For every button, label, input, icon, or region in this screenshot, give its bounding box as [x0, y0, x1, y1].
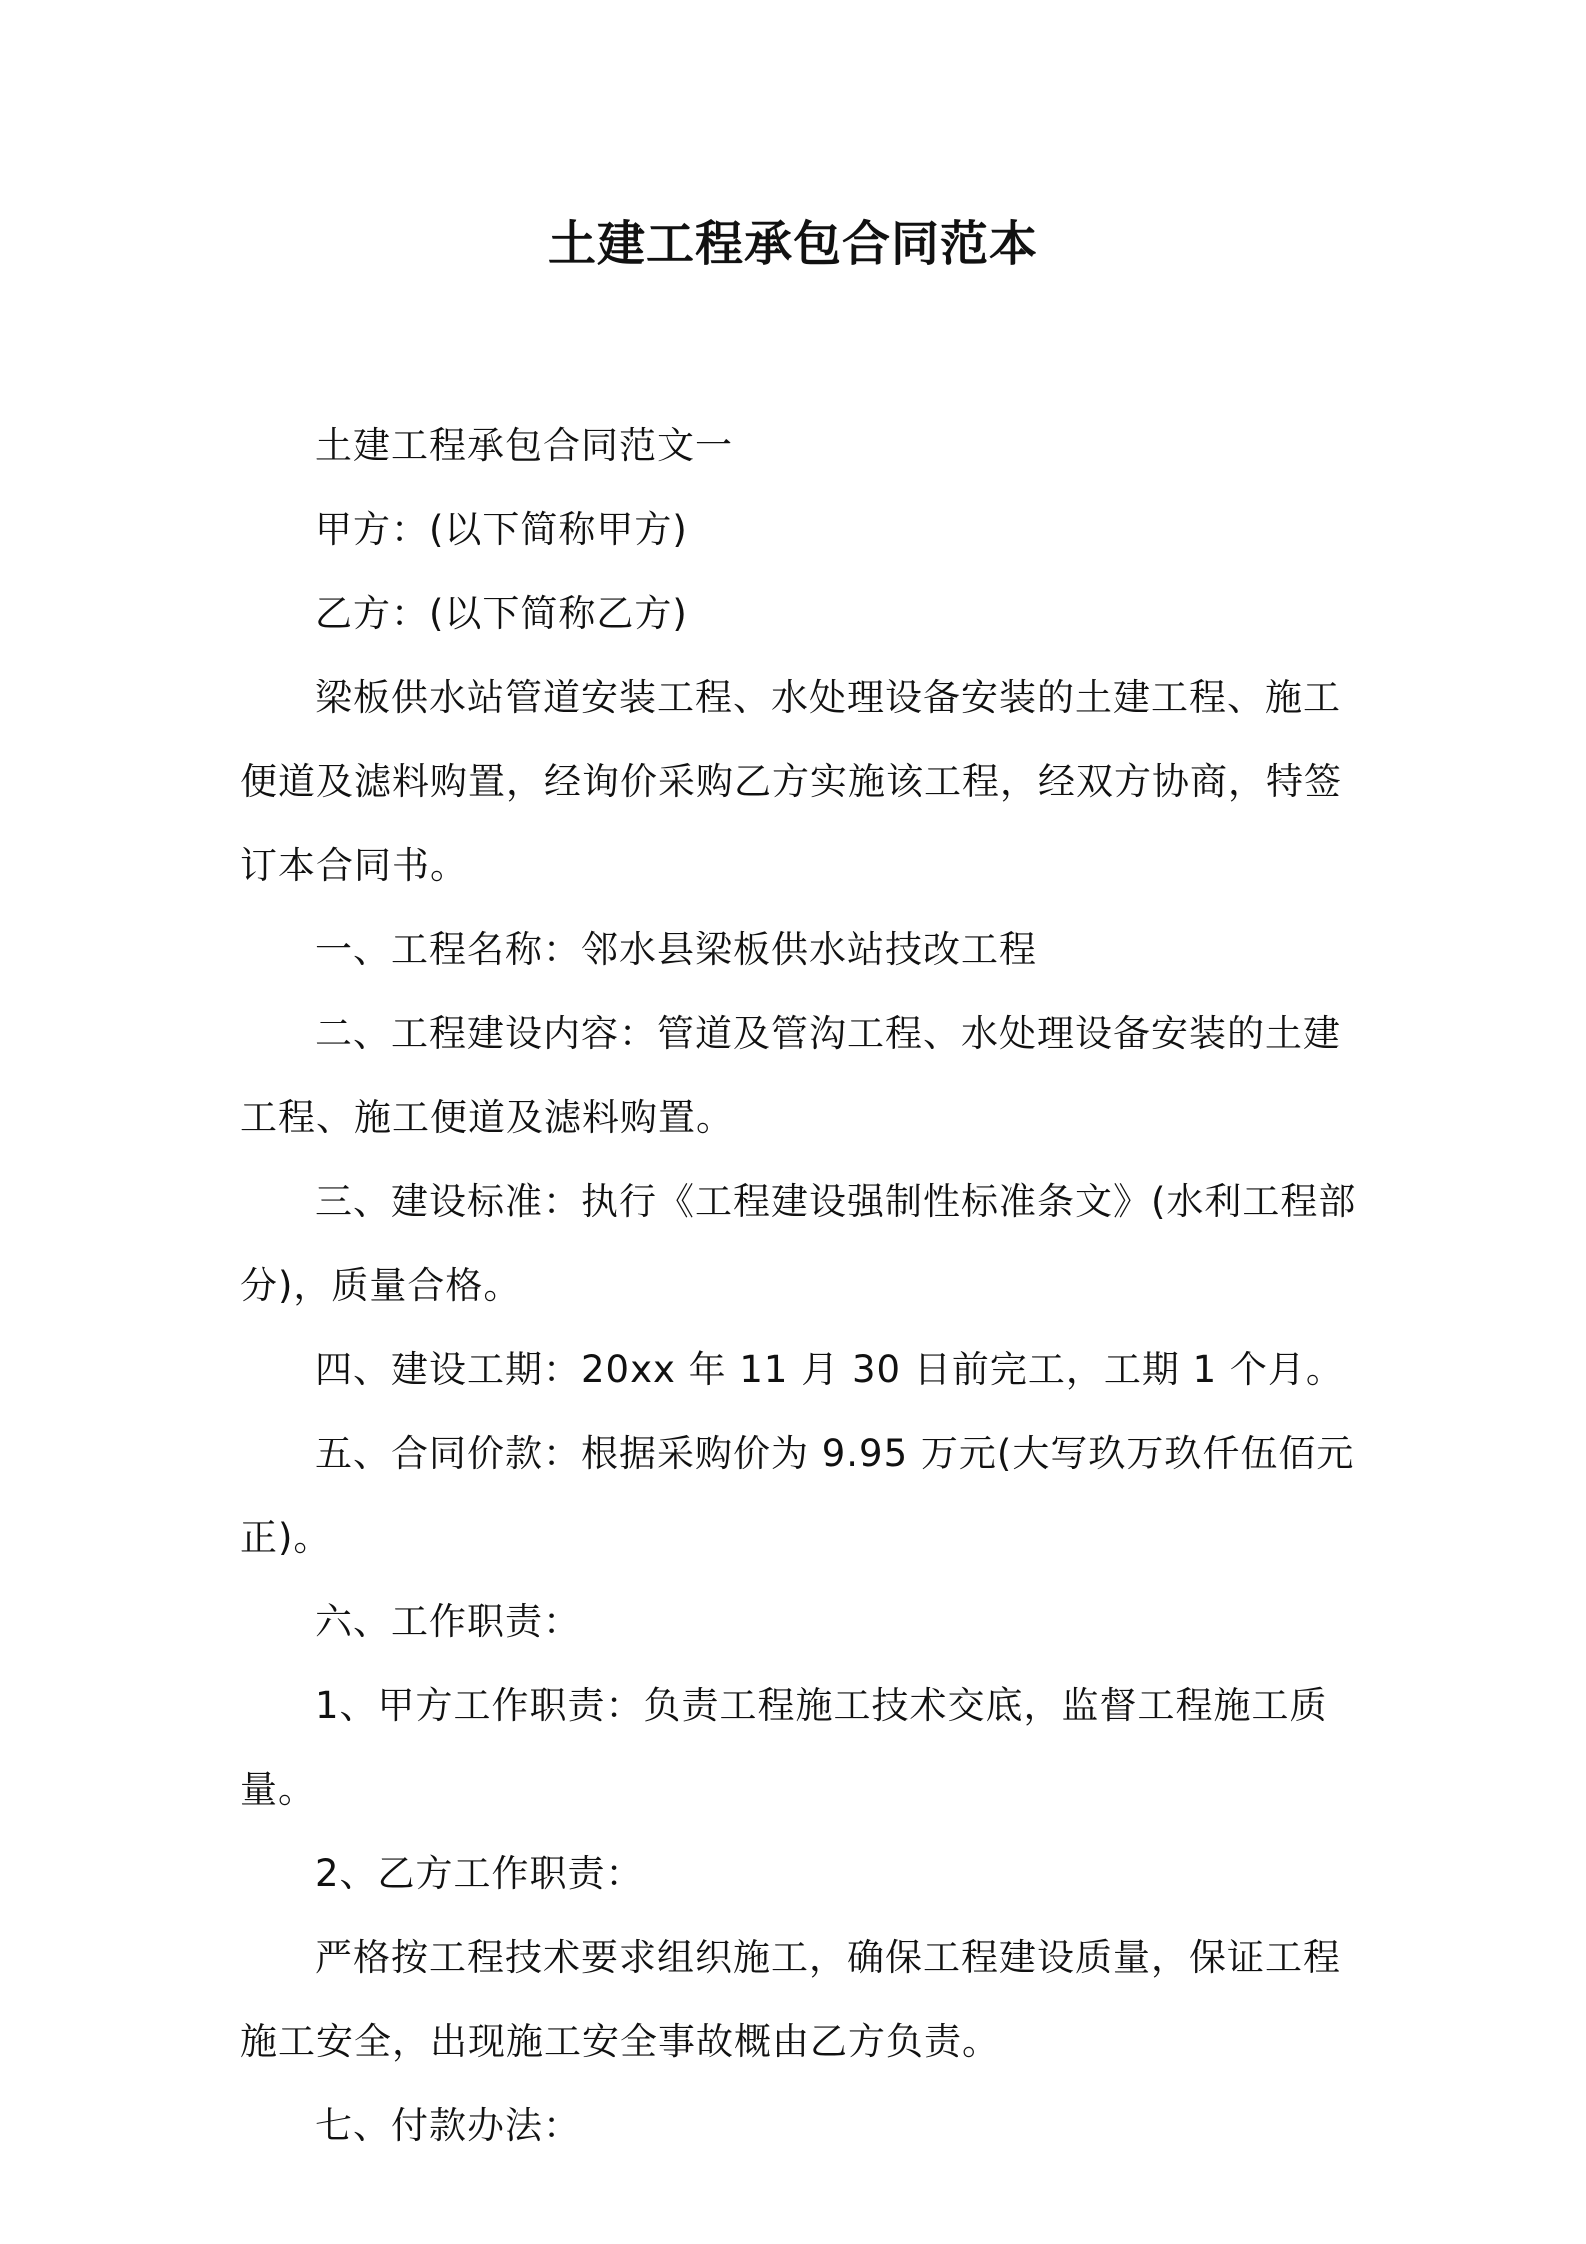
paragraph-party-a-responsibilities: 1、甲方工作职责：负责工程施工技术交底，监督工程施工质量。 — [240, 1684, 1328, 1811]
document-body — [240, 404, 1360, 2168]
paragraph-intro: 梁板供水站管道安装工程、水处理设备安装的土建工程、施工便道及滤料购置，经询价采购乙方实施该工程，经双方协商，特签订本合同书。 — [240, 676, 1342, 887]
paragraph-party-b-responsibilities-heading: 2、乙方工作职责： — [315, 1852, 644, 1895]
paragraph-construction-content: 二、工程建设内容：管道及管沟工程、水处理设备安装的土建工程、施工便道及滤料购置。 — [240, 1012, 1341, 1139]
paragraph-construction-period: 四、建设工期：20xx 年 11 月 30 日前完工，工期 1 个月。 — [315, 1348, 1344, 1391]
paragraph-construction-standard: 三、建设标准：执行《工程建设强制性标准条文》(水利工程部分)，质量合格。 — [240, 1180, 1357, 1307]
paragraph-party-b-responsibilities: 严格按工程技术要求组织施工，确保工程建设质量，保证工程施工安全，出现施工安全事故概由乙方负责。 — [240, 1936, 1341, 2063]
paragraph-responsibilities-heading: 六、工作职责： — [315, 1600, 581, 1643]
paragraph-party-b: 乙方：(以下简称乙方) — [315, 592, 688, 635]
paragraph-contract-price: 五、合同价款：根据采购价为 9.95 万元(大写玖万玖仟伍佰元正)。 — [240, 1432, 1355, 1559]
paragraph-project-name: 一、工程名称：邻水县梁板供水站技改工程 — [315, 928, 1037, 971]
document-title: 土建工程承包合同范本 — [547, 216, 1038, 272]
paragraph-party-a: 甲方：(以下简称甲方) — [315, 508, 688, 551]
paragraph-contract-subtitle: 土建工程承包合同范文一 — [315, 424, 733, 467]
paragraph-payment-method: 七、付款办法： — [315, 2104, 581, 2147]
